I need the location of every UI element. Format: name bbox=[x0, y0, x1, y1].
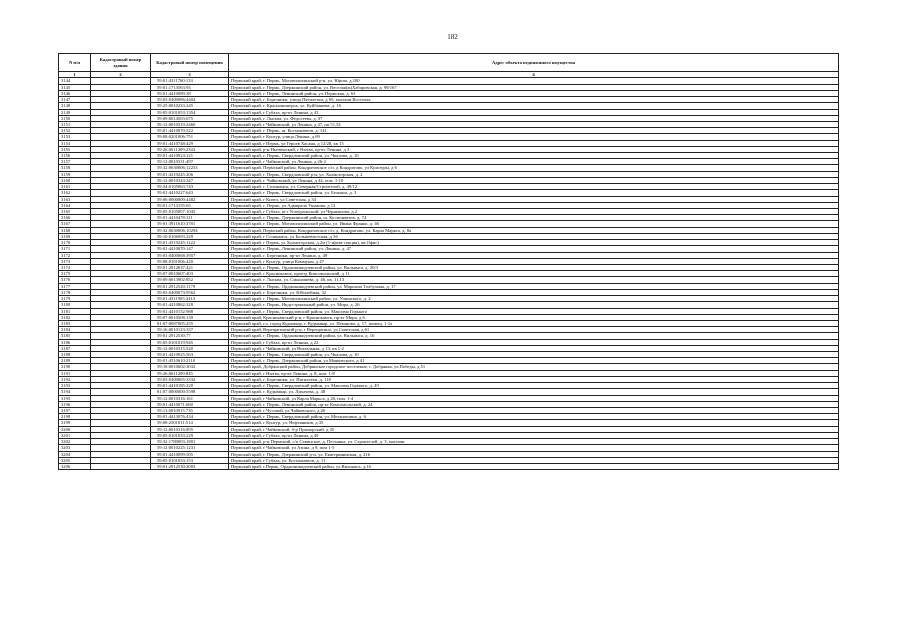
address-cell: Пермский край, г. Пермь, Орджоникидзевский район, ул. Вильямса, д. 16 bbox=[229, 333, 839, 339]
address-cell: Пермский край, г Губаха, пр-кт Ленина, д 22 bbox=[229, 339, 839, 345]
row-number-cell: 3205 bbox=[59, 457, 91, 463]
row-number-cell: 3175 bbox=[59, 271, 91, 277]
header-building-cadastral: Кадастровый номер здания bbox=[91, 54, 151, 72]
address-cell: Пермский край, г. Соликамск, ул. Северная/Строителей, д. 49/12 bbox=[229, 184, 839, 190]
address-cell: Пермский край, г. Пермь, Дзержинский район, ул. Веселая(ж)Хабаровская, д. 99/167 bbox=[229, 84, 839, 90]
address-cell: Пермский край, г Пермь, ул Холмогорская, д.2м (1-я(ком-секция), кв.Офис) bbox=[229, 240, 839, 246]
table-body bbox=[59, 78, 839, 470]
premises-cadastral-cell: 59:01:4410478:311 bbox=[151, 215, 229, 221]
address-cell: Пермский край, г. Пермь, Свердловский район, ул. Чкалова, д. 10 bbox=[229, 153, 839, 159]
address-cell: Пермский край, г. Березники, ул. Пятилетки, д. 118 bbox=[229, 376, 839, 382]
premises-cadastral-cell: 59:08:0101006:420 bbox=[151, 258, 229, 264]
row-number-cell: 3197 bbox=[59, 408, 91, 414]
premises-cadastral-cell: 81:07:0000000:5598 bbox=[151, 389, 229, 395]
premises-cadastral-cell: 59:01:4410152:988 bbox=[151, 308, 229, 314]
row-number-cell: 3204 bbox=[59, 451, 91, 457]
row-number-cell: 3200 bbox=[59, 426, 91, 432]
address-cell: Пермский край, г. Березники, ул. Юбилейная, 32 bbox=[229, 289, 839, 295]
row-number-cell: 3184 bbox=[59, 327, 91, 333]
row-number-cell: 3171 bbox=[59, 246, 91, 252]
row-number-cell: 3179 bbox=[59, 296, 91, 302]
row-number-cell: 3144 bbox=[59, 78, 91, 84]
header-index-3: 3 bbox=[151, 72, 229, 78]
premises-cadastral-cell: 59:12:0010315:520 bbox=[151, 345, 229, 351]
row-number-cell: 3192 bbox=[59, 376, 91, 382]
premises-cadastral-cell: 59:01:4311760:133 bbox=[151, 78, 229, 84]
address-cell: Пермский край, г. Пермь, Дзержинский район, ш. Космонавтов, д. 74 bbox=[229, 215, 839, 221]
address-cell: Пермский край, г Кунгур, улица Коммуны, д 47 bbox=[229, 258, 839, 264]
row-number-cell: 3189 bbox=[59, 358, 91, 364]
premises-cadastral-cell: 59:01:4410862:328 bbox=[151, 302, 229, 308]
premises-cadastral-cell: 59:01:4510610:2110 bbox=[151, 358, 229, 364]
address-cell: Пермский край, г. Чайковский, ул Ленина, д 44, пом. 1-10 bbox=[229, 177, 839, 183]
row-number-cell: 3152 bbox=[59, 128, 91, 134]
premises-cadastral-cell: 59:01:2912637:421 bbox=[151, 264, 229, 270]
row-number-cell: 3164 bbox=[59, 202, 91, 208]
premises-cadastral-cell: 59:01:4413076:434 bbox=[151, 414, 229, 420]
premises-cadastral-cell: 59:05:0101033:229 bbox=[151, 432, 229, 438]
address-cell: Пермский край, г Кунгур, улица Ленина, д.69 bbox=[229, 134, 839, 140]
row-number-cell: 3194 bbox=[59, 389, 91, 395]
premises-cadastral-cell: 59:09:0014503:675 bbox=[151, 115, 229, 121]
row-number-cell: 3187 bbox=[59, 345, 91, 351]
premises-cadastral-cell: 59:05:0101019:945 bbox=[151, 339, 229, 345]
header-index-4: 4 bbox=[229, 72, 839, 78]
premises-cadastral-cell: 59:01:4311905:3413 bbox=[151, 296, 229, 302]
row-number-cell: 3193 bbox=[59, 383, 91, 389]
row-number-cell: 3149 bbox=[59, 109, 91, 115]
premises-cadastral-cell: 59:05:0101033:153 bbox=[151, 457, 229, 463]
premises-cadastral-cell: 59:26:0611209:845 bbox=[151, 370, 229, 376]
premises-cadastral-cell: 59:01:4410099:505 bbox=[151, 451, 229, 457]
premises-cadastral-cell: 59:01:4410227:643 bbox=[151, 190, 229, 196]
address-cell: Пермский край, г. Пермь, Свердловский район, ул. Максима Горького bbox=[229, 308, 839, 314]
address-cell: Пермский край, г. Кудымкар, ул. Лихачева, д. 48 bbox=[229, 389, 839, 395]
row-number-cell: 3190 bbox=[59, 364, 91, 370]
row-number-cell: 3181 bbox=[59, 308, 91, 314]
premises-cadastral-cell: 59:05:0101053:1354 bbox=[151, 109, 229, 115]
row-number-cell: 3198 bbox=[59, 414, 91, 420]
row-number-cell: 3166 bbox=[59, 215, 91, 221]
row-number-cell: 3147 bbox=[59, 97, 91, 103]
premises-cadastral-cell: 59:08:2501011:514 bbox=[151, 420, 229, 426]
address-cell: Пермский край, г. Пермь, Дзержинский район, ул Маяковского, д 41 bbox=[229, 358, 839, 364]
row-number-cell: 3169 bbox=[59, 233, 91, 239]
address-cell: Пермский край, р-н Нытвенский, г Нытва, пр-кт Ленина, д 3 bbox=[229, 146, 839, 152]
premises-cadastral-cell: 81:07:0087005:255 bbox=[151, 320, 229, 326]
premises-cadastral-cell: 59:01:2912530:2003 bbox=[151, 463, 229, 469]
address-cell: Пермский край, г Чайковский, ул Ленина, д 26-2 bbox=[229, 159, 839, 165]
page-number: 182 bbox=[447, 33, 458, 41]
premises-cadastral-cell: 59:01:4410185:220 bbox=[151, 383, 229, 389]
premises-cadastral-cell: 59:01:4319245:206 bbox=[151, 171, 229, 177]
row-number-cell: 3158 bbox=[59, 165, 91, 171]
row-number-cell: 3203 bbox=[59, 445, 91, 451]
premises-cadastral-cell: 59:01:4410071:660 bbox=[151, 401, 229, 407]
premises-cadastral-cell: 59:18:0010602:3032 bbox=[151, 364, 229, 370]
address-cell: Пермский край, г Чайковский, ул Азина, д 9, пом 1-5 bbox=[229, 445, 839, 451]
address-cell: Пермский край, г. Пермь, Дзержинский р-н, ул. Екатерининская, д. 216 bbox=[229, 451, 839, 457]
premises-cadastral-cell: 59:12:0010316:895 bbox=[151, 426, 229, 432]
premises-cadastral-cell: 59:03:0400068:3957 bbox=[151, 252, 229, 258]
address-cell: Пермский край, Добрянский район, Добрянское городское поселение, г. Добрянка, ул.Победы, д.51 bbox=[229, 364, 839, 370]
address-cell: Пермский край, г. Пермь, Мотовилихинский район, ул. Ивана Франко, д. 46 bbox=[229, 221, 839, 227]
address-cell: Пермский край, г. Лысьва, ул. Смышляева, д. 46, кв. 11,13 bbox=[229, 277, 839, 283]
address-cell: Пермский край, г Соликамск, ул Большевистская, д 36 bbox=[229, 233, 839, 239]
address-cell: Пермский край, г.о. город Кудымкар, г. Кудымкар, ул. Пеканова, д. 17, помещ. 1-1а bbox=[229, 320, 839, 326]
address-cell: Пермский край, г. Пермь, Мотовилихинский р-н, ул. Юрша, д.100 bbox=[229, 78, 839, 84]
table-row bbox=[59, 463, 839, 469]
address-cell: Пермский край, г. Пермь, Свердловский район, ул. Максима Горького, д. 49 bbox=[229, 383, 839, 389]
row-number-cell: 3168 bbox=[59, 227, 91, 233]
premises-cadastral-cell: 59:16:0010123:337 bbox=[151, 327, 229, 333]
address-cell: Пермский край, г Кизел, ул Советская, д 34 bbox=[229, 196, 839, 202]
row-number-cell: 3162 bbox=[59, 190, 91, 196]
row-number-cell: 3167 bbox=[59, 221, 91, 227]
premises-cadastral-cell: 59:12:0010316:161 bbox=[151, 395, 229, 401]
premises-cadastral-cell: 59:01:4319245:1122 bbox=[151, 240, 229, 246]
premises-cadastral-cell: 59:01:4410924:121 bbox=[151, 153, 229, 159]
premises-cadastral-cell: 59:12:0010225:1231 bbox=[151, 445, 229, 451]
address-cell: Пермский край, г. Лысьва, ул. Федосеева, д. 37 bbox=[229, 115, 839, 121]
premises-cadastral-cell: 59:32:1780003:1801 bbox=[151, 439, 229, 445]
address-cell: Пермский край, г. Пермь, Ленинский район, пр-кт Комсомольский, д. 24 bbox=[229, 401, 839, 407]
row-number-cell: 3163 bbox=[59, 196, 91, 202]
premises-cadastral-cell: 59:07:0010607:403 bbox=[151, 271, 229, 277]
address-cell: Пермский край, г Губаха, пр-кт Ленина, д 49 bbox=[229, 432, 839, 438]
row-number-cell: 3180 bbox=[59, 302, 91, 308]
address-cell: Пермский край, г. Березники, улица Пятилетки, д 69, магазин Восточка bbox=[229, 97, 839, 103]
address-cell: Пермский край, г Кунгур, ул. Нефтяников, д.35 bbox=[229, 420, 839, 426]
building-cadastral-cell bbox=[91, 463, 151, 469]
row-number-cell: 3160 bbox=[59, 177, 91, 183]
address-cell: Пермский край, г.Пермь, Орджоникидзевский район, ул.Вильямса, д.16 bbox=[229, 463, 839, 469]
address-cell: Пермский край, г Нытва, пр-кт Ленина, д. 8, пом. 1-8 bbox=[229, 370, 839, 376]
address-cell: Пермский край, г. Пермь, ул Адмирала Ушакова, д 13 bbox=[229, 202, 839, 208]
premises-cadastral-cell: 59:25:0010233:245 bbox=[151, 103, 229, 109]
premises-cadastral-cell: 59:07:0010508:139 bbox=[151, 314, 229, 320]
address-cell: Пермский край, г. Пермь, Орджоникидзевский район, ул. Маршала Толбухина, д. 17 bbox=[229, 283, 839, 289]
row-number-cell: 3148 bbox=[59, 103, 91, 109]
row-number-cell: 3188 bbox=[59, 352, 91, 358]
address-cell: Пермский край, г. Пермь, Свердловский район, ул. Механошина, д. 6 bbox=[229, 414, 839, 420]
row-number-cell: 3173 bbox=[59, 258, 91, 264]
premises-cadastral-cell: 59:12:0010319:2460 bbox=[151, 121, 229, 127]
address-cell: Пермский край, г Чайковский, ул Карла Маркса, д 26, пом. 1-4 bbox=[229, 395, 839, 401]
header-index-2: 2 bbox=[91, 72, 151, 78]
premises-cadastral-cell: 59:32:0630006:10294 bbox=[151, 227, 229, 233]
property-table-wrapper bbox=[58, 53, 838, 470]
address-cell: Пермский край, Пермский район, Кондратовское с/п, д. Кондратово, ул. Карла Маркса, д. 8а bbox=[229, 227, 839, 233]
row-number-cell: 3196 bbox=[59, 401, 91, 407]
row-number-cell: 3201 bbox=[59, 432, 91, 438]
premises-cadastral-cell: 59:01:3911610:3781 bbox=[151, 221, 229, 227]
address-cell: Пермский край, г. Пермь, Индустриальный район, ул. Мира, д. 26 bbox=[229, 302, 839, 308]
address-cell: Пермский край, г. Пермь, Орджоникидзевский район, ул. Вильямса, д. 20/3 bbox=[229, 264, 839, 270]
table-header bbox=[59, 54, 839, 78]
address-cell: Пермский край, р-н Пермский, с/п Савинское, д. Песьянка, ул. Строителей, д. 3, магазин bbox=[229, 439, 839, 445]
address-cell: Пермский край, г Чайковский, ул Ленина, д 47, пп 51,52 bbox=[229, 121, 839, 127]
address-cell: Пермский край, г. Пермь, ш. Космонавтов, д. 141 bbox=[229, 128, 839, 134]
premises-cadastral-cell: 59:32:0630006:12233 bbox=[151, 165, 229, 171]
premises-cadastral-cell: 59:12:0010331:497 bbox=[151, 159, 229, 165]
header-premises-cadastral: Кадастровый номер помещения bbox=[151, 54, 229, 72]
premises-cadastral-cell: 59:03:0400086:4404 bbox=[151, 97, 229, 103]
address-cell: Пермский край, г Пермь, ул Героев Хасана, д 12/28, кв 15 bbox=[229, 140, 839, 146]
row-number-cell: 3172 bbox=[59, 252, 91, 258]
premises-cadastral-cell: 59:05:0105007:1045 bbox=[151, 209, 229, 215]
premises-cadastral-cell: 59:01:2912520:1179 bbox=[151, 283, 229, 289]
address-cell: Пермский край, г. Березники, пр-кт Ленина, д. 49 bbox=[229, 252, 839, 258]
row-number-cell: 3153 bbox=[59, 134, 91, 140]
premises-cadastral-cell: 59:01:4410089:38 bbox=[151, 90, 229, 96]
premises-cadastral-cell: 59:01:4410070:147 bbox=[151, 246, 229, 252]
address-cell: Пермский край, г Губаха, ул. Космонавтов, д. 11 bbox=[229, 457, 839, 463]
premises-cadastral-cell: 59:01:4410070:522 bbox=[151, 128, 229, 134]
row-number-cell: 3183 bbox=[59, 320, 91, 326]
row-number-cell: 3182 bbox=[59, 314, 91, 320]
row-number-cell: 3157 bbox=[59, 159, 91, 165]
row-number-cell: 3170 bbox=[59, 240, 91, 246]
row-number-cell: 3185 bbox=[59, 333, 91, 339]
row-number-cell: 3151 bbox=[59, 121, 91, 127]
address-cell: Пермский край, г. Пермь, Свердловский р-н, ул. Холмогорская, д. 2 bbox=[229, 171, 839, 177]
premises-cadastral-cell: 59:10:0106093:229 bbox=[151, 233, 229, 239]
row-number-cell: 3176 bbox=[59, 277, 91, 283]
header-index-1: 1 bbox=[59, 72, 91, 78]
row-number-cell: 3154 bbox=[59, 140, 91, 146]
row-number-cell: 3155 bbox=[59, 146, 91, 152]
row-number-cell: 3177 bbox=[59, 283, 91, 289]
row-number-cell: 3146 bbox=[59, 90, 91, 96]
premises-cadastral-cell: 59:01:4410925:563 bbox=[151, 352, 229, 358]
row-number-cell: 3156 bbox=[59, 153, 91, 159]
header-address: Адрес объекта недвижимого имущества bbox=[229, 54, 839, 72]
address-cell: Пермский край, Пермский район, Кондратовское с/п, д Кондратово, ул Культуры, д 6 bbox=[229, 165, 839, 171]
address-cell: Пермский край, г. Красновишерск, ул. Куйбышева, д. 16 bbox=[229, 103, 839, 109]
address-cell: Пермский край, Верещагинский р-н, г Верещагино, ул Советская, д 61 bbox=[229, 327, 839, 333]
row-number-cell: 3150 bbox=[59, 115, 91, 121]
address-cell: Пермский край, г. Пермь, Ленинский район, ул. Ленина, д. 47 bbox=[229, 246, 839, 252]
row-number-cell: 3195 bbox=[59, 395, 91, 401]
premises-cadastral-cell: 59:03:0400073:9562 bbox=[151, 289, 229, 295]
address-cell: Пермский край, г. Пермь, Свердловский район, ул. Чкалова, д. 10 bbox=[229, 352, 839, 358]
address-cell: Пермский край, г. Пермь, Ленинский район, ул. Пермская, д. 63 bbox=[229, 90, 839, 96]
row-number-cell: 3191 bbox=[59, 370, 91, 376]
premises-cadastral-cell: 59:06:0000000:4482 bbox=[151, 196, 229, 202]
premises-cadastral-cell: 59:34:0105063:743 bbox=[151, 184, 229, 190]
address-cell: Пермский край, г Чусовой, ул Чайковского, д 20 bbox=[229, 408, 839, 414]
row-number-cell: 3165 bbox=[59, 209, 91, 215]
premises-cadastral-cell: 59:11:0010915:735 bbox=[151, 408, 229, 414]
property-table bbox=[58, 53, 839, 470]
premises-cadastral-cell: 59:09:0013902:852 bbox=[151, 277, 229, 283]
row-number-cell: 3145 bbox=[59, 84, 91, 90]
row-number-cell: 3202 bbox=[59, 439, 91, 445]
premises-cadastral-cell: 59:01:1713155:65 bbox=[151, 202, 229, 208]
address-cell: Пермский край, г Чайковский, ул Вокзальная, д 13, кв 1-2 bbox=[229, 345, 839, 351]
address-cell: Пермский край, г Чайковский, б-р Приморский, д 45 bbox=[229, 426, 839, 432]
address-cell: Пермский край, г Губаха, пгт Углеуральский, ул Чернышова, д.2 bbox=[229, 209, 839, 215]
premises-cadastral-cell: 59:01:2912530:77 bbox=[151, 333, 229, 339]
premises-cadastral-cell: 59:12:0010343:347 bbox=[151, 177, 229, 183]
premises-cadastral-cell: 59:01:4410748:429 bbox=[151, 140, 229, 146]
premises-cadastral-cell: 59:08:0201006:751 bbox=[151, 134, 229, 140]
row-number-cell: 3199 bbox=[59, 420, 91, 426]
address-cell: Пермский край, г Краснокамск, проезд Комсомольский, д 11 bbox=[229, 271, 839, 277]
header-row-number: N п/п bbox=[59, 54, 91, 72]
row-number-cell: 3159 bbox=[59, 171, 91, 177]
premises-cadastral-cell: 59:03:0400065:3332 bbox=[151, 376, 229, 382]
row-number-cell: 3186 bbox=[59, 339, 91, 345]
row-number-cell: 3178 bbox=[59, 289, 91, 295]
row-number-cell: 3161 bbox=[59, 184, 91, 190]
row-number-cell: 3174 bbox=[59, 264, 91, 270]
address-cell: Пермский край, г Губаха, пр-кт Ленина, д 43 bbox=[229, 109, 839, 115]
premises-cadastral-cell: 59:26:0611209:2343 bbox=[151, 146, 229, 152]
address-cell: Пермский край, Краснокамский р-н, г Краснокамск, пр-кт Мира, д 6 bbox=[229, 314, 839, 320]
row-number-cell: 3206 bbox=[59, 463, 91, 469]
address-cell: Пермский край, г. Пермь, Мотовилихинский район, ул. Ушинского, д. 2 bbox=[229, 296, 839, 302]
address-cell: Пермский край, г. Пермь, Свердловский район, ул. Белинта, д. 3 bbox=[229, 190, 839, 196]
premises-cadastral-cell: 59:01:1713563:93 bbox=[151, 84, 229, 90]
